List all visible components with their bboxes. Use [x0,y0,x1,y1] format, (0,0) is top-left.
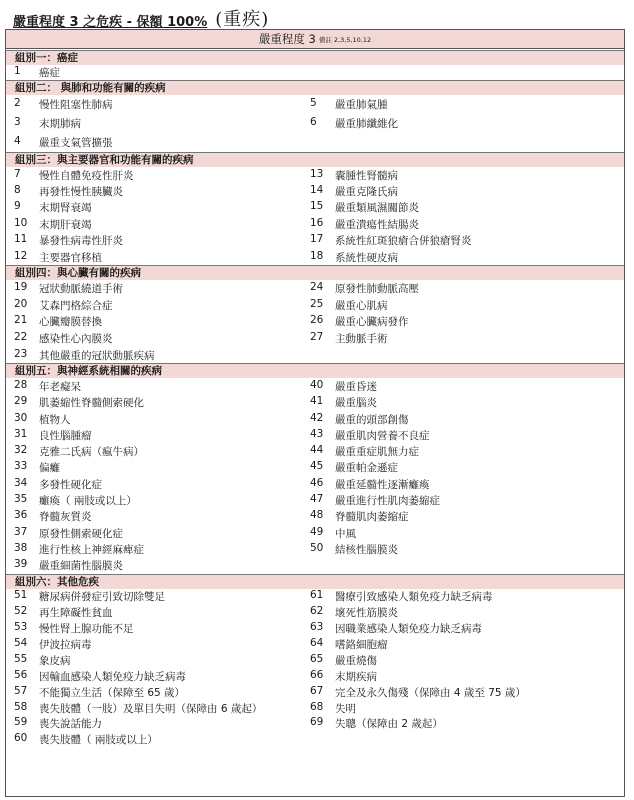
illness-cell [6,331,304,346]
illness-cell [6,542,304,557]
illness-number: 28 [14,378,28,391]
illness-cell [6,348,304,363]
illness-name: 末期腎衰竭 [39,202,92,215]
illness-cell [6,217,304,232]
illness-cell [304,444,602,459]
illness-name: 嚴重昏迷 [335,380,377,393]
illness-name: 慢性阻塞性肺病 [39,99,113,111]
illness-name: 嗜鉻細胞瘤 [335,638,388,651]
illness-cell [304,701,602,716]
illness-name: 冠狀動脈繞道手術 [39,283,123,296]
illness-name: 肌萎縮性脊髓側索硬化 [39,397,144,410]
illness-cell [6,135,304,150]
group-section [6,81,624,153]
illness-cell [304,685,602,700]
illness-name: 嚴重腦炎 [335,397,377,410]
illness-number: 7 [14,167,21,180]
illness-number: 26 [310,314,324,327]
illness-number: 2 [14,97,21,109]
critical-illness-table [5,29,625,797]
illness-cell [304,542,602,557]
illness-cell [304,379,602,394]
illness-name: 嚴重肺纖維化 [335,118,398,130]
illness-cell [6,589,304,604]
illness-name: 糖尿病併發症引致切除雙足 [39,591,165,604]
illness-number: 47 [310,493,324,506]
table-row [6,133,624,152]
illness-number: 65 [310,652,324,665]
group-title: 組別六：其他危疾 [6,575,624,589]
illness-number: 4 [14,135,21,147]
illness-number: 51 [14,589,28,602]
illness-number: 61 [310,589,324,602]
illness-number: 34 [14,476,28,489]
illness-number: 42 [310,411,324,424]
illness-number: 31 [14,427,28,440]
illness-cell [6,250,304,265]
illness-number: 41 [310,395,324,408]
table-row [6,233,624,249]
table-row [6,297,624,314]
table-row [6,249,624,265]
illness-cell [304,217,602,232]
illness-number: 22 [14,330,28,343]
illness-name: 良性腦腫瘤 [39,429,92,442]
illness-cell [6,412,304,427]
illness-name: 脊髓肌肉萎縮症 [335,511,409,524]
illness-name: 感染性心內膜炎 [39,332,113,345]
table-row [6,167,624,183]
illness-number: 15 [310,200,324,213]
illness-number: 58 [14,700,28,713]
table-row [6,621,624,637]
illness-name: 慢性自體免疫性肝炎 [39,169,134,182]
illness-name: 暴發性病毒性肝炎 [39,235,123,248]
illness-name: 嚴重重症肌無力症 [335,446,419,459]
title-line [13,4,269,30]
table-row [6,216,624,232]
illness-number: 27 [310,330,324,343]
illness-cell [6,444,304,459]
illness-cell [6,298,304,313]
illness-name: 末期疾病 [335,670,377,683]
illness-number: 40 [310,378,324,391]
illness-number: 32 [14,444,28,457]
table-row [6,652,624,668]
illness-number: 45 [310,460,324,473]
illness-number: 24 [310,281,324,294]
illness-name: 年老癡呆 [39,380,81,393]
illness-cell [6,184,304,199]
illness-name: 原發性側索硬化症 [39,527,123,540]
illness-number: 54 [14,636,28,649]
table-row [6,444,624,460]
illness-name: 因職業感染人類免疫力缺乏病毒 [335,623,482,636]
illness-cell [6,716,304,731]
illness-name: 中風 [335,527,356,540]
illness-name: 末期肝衰竭 [39,218,92,231]
illness-cell [6,97,304,112]
table-row [6,378,624,394]
group-title: 組別一：癌症 [6,51,624,65]
illness-name: 醫療引致感染人類免疫力缺乏病毒 [335,591,493,604]
illness-number: 69 [310,716,324,729]
illness-cell [304,493,602,508]
illness-cell [304,621,602,636]
illness-cell [304,509,602,524]
table-row [6,280,624,297]
table-row [6,411,624,427]
table-row [6,732,624,748]
illness-number: 67 [310,684,324,697]
illness-number: 12 [14,249,28,262]
group-title: 組別四：與心臟有關的疾病 [6,266,624,280]
illness-cell [304,637,602,652]
table-row [6,314,624,331]
illness-name: 系統性紅斑狼瘡合併狼瘡腎炎 [335,235,472,248]
illness-cell [6,314,304,329]
illness-cell [6,477,304,492]
illness-name: 主要器官移植 [39,251,102,264]
illness-cell [6,200,304,215]
illness-number: 9 [14,200,21,213]
illness-name: 嚴重肺氣腫 [335,99,388,111]
illness-cell [304,653,602,668]
illness-number: 44 [310,444,324,457]
illness-cell [6,653,304,668]
illness-cell [304,250,602,265]
illness-name: 原發性肺動脈高壓 [335,283,419,296]
illness-name: 心臟瓣膜替換 [39,316,102,329]
illness-cell [304,116,602,131]
illness-name: 再發性慢性胰臟炎 [39,186,123,199]
illness-cell [6,116,304,131]
illness-cell [6,168,304,183]
illness-number: 64 [310,636,324,649]
illness-name: 不能獨立生活（保障至 65 歲） [39,686,186,699]
illness-number: 1 [14,65,21,77]
illness-name: 脊髓灰質炎 [39,511,92,524]
illness-name: 結核性腦膜炎 [335,543,398,556]
illness-number: 35 [14,493,28,506]
illness-name: 伊波拉病毒 [39,638,92,651]
illness-cell [304,281,602,296]
illness-cell [6,669,304,684]
table-row [6,395,624,411]
illness-number: 30 [14,411,28,424]
illness-number: 60 [14,732,28,745]
illness-number: 38 [14,541,28,554]
illness-number: 37 [14,525,28,538]
illness-number: 17 [310,233,324,246]
illness-number: 59 [14,716,28,729]
group-title: 組別二： 與肺和功能有關的疾病 [6,81,624,95]
illness-number: 46 [310,476,324,489]
illness-cell [304,460,602,475]
table-row [6,684,624,700]
table-row [6,95,624,114]
illness-name: 再生障礙性貧血 [39,607,113,620]
illness-name: 艾森門格綜合症 [39,299,113,312]
table-row [6,558,624,574]
illness-name: 象皮病 [39,654,71,667]
illness-cell [6,379,304,394]
page-title: 嚴重程度 3 之危疾 - 保額 100% [13,15,208,30]
illness-name: 慢性腎上腺功能不足 [39,623,134,636]
illness-cell [6,605,304,620]
illness-cell [6,685,304,700]
illness-number: 8 [14,184,21,197]
illness-name: 因輸血感染人類免疫力缺乏病毒 [39,670,186,683]
illness-name: 偏癱 [39,462,60,475]
illness-name: 嚴重肌肉營養不良症 [335,429,430,442]
illness-name: 嚴重延髓性逐漸癱瘓 [335,478,430,491]
illness-cell [6,558,304,573]
illness-cell [6,428,304,443]
illness-name: 嚴重心肌病 [335,299,388,312]
illness-cell [304,477,602,492]
table-row [6,460,624,476]
table-row [6,589,624,605]
table-row [6,700,624,716]
header-note: 備註 2,3,5,10,12 [318,35,372,44]
illness-cell [6,509,304,524]
table-row [6,330,624,347]
illness-number: 5 [310,97,317,109]
illness-number: 55 [14,652,28,665]
illness-cell [6,395,304,410]
illness-number: 14 [310,184,324,197]
illness-number: 66 [310,668,324,681]
illness-name: 克雅二氏病（瘋牛病） [39,446,144,459]
illness-cell [6,621,304,636]
illness-cell [304,716,602,731]
illness-cell [6,701,304,716]
table-row [6,492,624,508]
illness-name: 壞死性筋膜炎 [335,607,398,620]
illness-number: 6 [310,116,317,128]
illness-name: 囊腫性腎髓病 [335,169,398,182]
illness-name: 完全及永久傷殘（保障由 4 歲至 75 歲） [335,686,526,699]
illness-number: 3 [14,116,21,128]
table-row [6,183,624,199]
illness-name: 嚴重潰瘍性結腸炎 [335,218,419,231]
illness-number: 39 [14,558,28,571]
illness-number: 11 [14,233,28,246]
illness-number: 56 [14,668,28,681]
illness-name: 失明 [335,702,356,715]
group-section [6,51,624,81]
illness-number: 18 [310,249,324,262]
illness-name: 嚴重細菌性腦膜炎 [39,560,123,573]
table-row [6,65,624,80]
illness-cell [304,589,602,604]
illness-number: 25 [310,297,324,310]
illness-cell [6,281,304,296]
illness-number: 49 [310,525,324,538]
table-row [6,509,624,525]
illness-name: 末期肺病 [39,118,81,130]
illness-name: 嚴重心臟病發作 [335,316,409,329]
illness-name: 嚴重的頭部創傷 [335,413,409,426]
table-row [6,605,624,621]
table-row [6,637,624,653]
illness-cell [304,200,602,215]
illness-cell [304,298,602,313]
illness-name: 系統性硬皮病 [335,251,398,264]
illness-cell [304,331,602,346]
illness-cell [304,669,602,684]
table-row [6,668,624,684]
illness-cell [6,493,304,508]
illness-number: 52 [14,605,28,618]
illness-cell [6,637,304,652]
illness-number: 20 [14,297,28,310]
table-row [6,114,624,133]
handwritten-note: (重疾) [215,9,270,30]
illness-cell [6,460,304,475]
illness-number: 48 [310,509,324,522]
illness-cell [304,605,602,620]
illness-number: 33 [14,460,28,473]
illness-cell [6,233,304,248]
table-row [6,347,624,364]
illness-cell [304,526,602,541]
illness-number: 13 [310,167,324,180]
illness-name: 嚴重燒傷 [335,654,377,667]
illness-name: 主動脈手術 [335,332,388,345]
illness-name: 喪失說話能力 [39,718,102,731]
illness-name: 嚴重進行性肌肉萎縮症 [335,495,440,508]
illness-name: 嚴重克隆氏病 [335,186,398,199]
table-row [6,525,624,541]
group-section [6,575,624,748]
illness-cell [6,526,304,541]
illness-number: 23 [14,347,28,360]
illness-cell [304,168,602,183]
illness-cell [304,314,602,329]
illness-cell [6,732,304,747]
illness-cell [6,65,304,80]
illness-number: 62 [310,605,324,618]
group-title: 組別三：與主要器官和功能有關的疾病 [6,153,624,167]
illness-number: 36 [14,509,28,522]
illness-number: 19 [14,281,28,294]
table-row [6,200,624,216]
table-row [6,541,624,557]
illness-name: 多發性硬化症 [39,478,102,491]
illness-cell [304,395,602,410]
group-section [6,364,624,575]
table-header [6,30,624,49]
illness-cell [304,184,602,199]
illness-name: 喪失肢體（一肢）及單目失明（保障由 6 歲起） [39,702,263,715]
group-title: 組別五：與神經系統相關的疾病 [6,364,624,378]
illness-name: 嚴重類風濕關節炎 [335,202,419,215]
illness-cell [304,412,602,427]
illness-name: 植物人 [39,413,71,426]
illness-number: 63 [310,621,324,634]
illness-name: 癌症 [39,67,60,79]
illness-name: 其他嚴重的冠狀動脈疾病 [39,349,155,362]
severity-label: 嚴重程度 3 [258,32,316,46]
group-list [6,51,624,748]
illness-number: 68 [310,700,324,713]
illness-cell [304,428,602,443]
illness-number: 53 [14,621,28,634]
illness-name: 喪失肢體（ 兩肢或以上） [39,734,158,747]
illness-number: 29 [14,395,28,408]
illness-number: 57 [14,684,28,697]
group-section [6,266,624,364]
illness-name: 嚴重支氣管擴張 [39,137,113,149]
illness-number: 21 [14,314,28,327]
illness-number: 50 [310,541,324,554]
illness-cell [304,233,602,248]
table-row [6,427,624,443]
illness-name: 進行性核上神經麻痺症 [39,543,144,556]
table-row [6,716,624,732]
illness-number: 16 [310,216,324,229]
illness-name: 嚴重帕金遜症 [335,462,398,475]
illness-number: 10 [14,216,28,229]
illness-cell [304,97,602,112]
illness-number: 43 [310,427,324,440]
group-section [6,153,624,266]
illness-name: 失聰（保障由 2 歲起） [335,718,443,731]
illness-name: 癱瘓（ 兩肢或以上） [39,495,137,508]
table-row [6,476,624,492]
